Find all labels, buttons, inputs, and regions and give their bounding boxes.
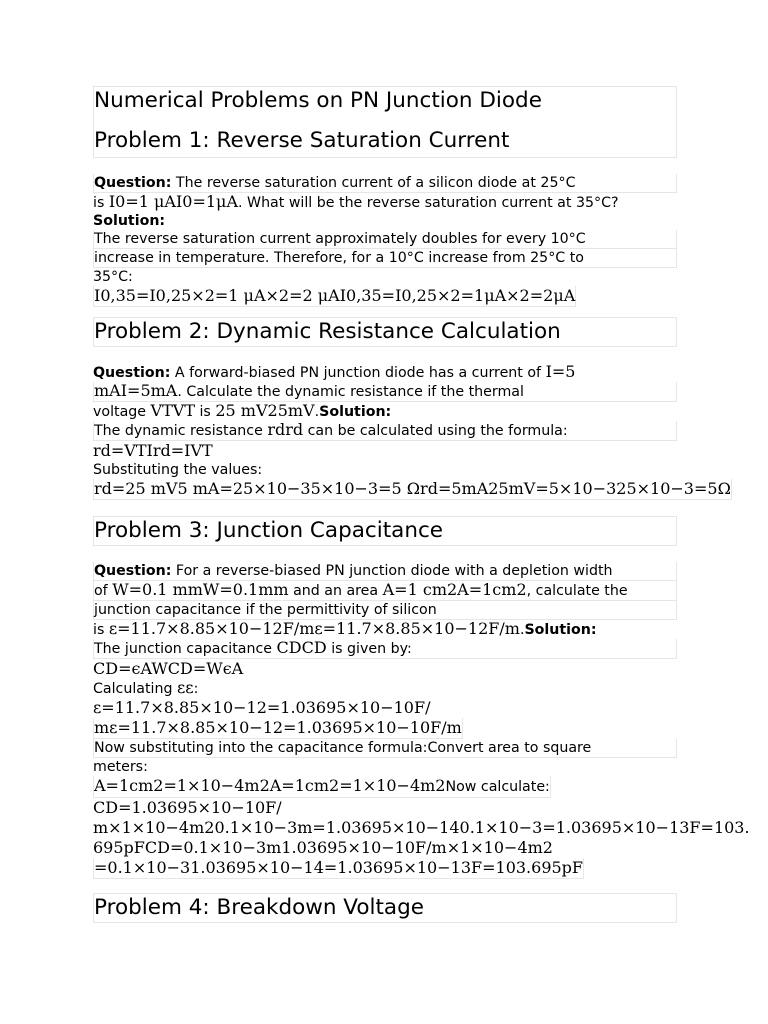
- problem-2-body: [93, 362, 731, 500]
- problem-3-body: [93, 562, 750, 879]
- p3-equation-2b: mε=11.7×8.85×10−12=1.03695×10−10F/m: [94, 718, 462, 737]
- document-title: Numerical Problems on PN Junction Diode: [94, 88, 542, 113]
- p2-solution-line-1: The dynamic resistance rdrd can be calculated using the formula:: [93, 421, 677, 441]
- p3-equation-2a: ε=11.7×8.85×10−12=1.03695×10−10F/: [93, 698, 431, 717]
- p1-solution-line-3: 35°C:: [93, 269, 133, 285]
- problem-1-heading: Problem 1: Reverse Saturation Current: [94, 128, 510, 153]
- problem-2-heading: Problem 2: Dynamic Resistance Calculation: [94, 319, 561, 344]
- p2-equation-2: rd=25 mV5 mA=25×10−35×10−3=5 Ωrd=5mA25mV=5×10−325×10−3=5Ω: [94, 479, 731, 498]
- p3-substituting-1: Now substituting into the capacitance formula:Convert area to square: [93, 739, 677, 758]
- title-block: [93, 86, 677, 158]
- question-label: Question:: [93, 365, 171, 381]
- p3-question-line-1: Question: For a reverse-biased PN junction diode with a depletion width: [93, 562, 677, 581]
- question-label: Question:: [94, 563, 172, 579]
- p2-question-line-1: Question: A forward-biased PN junction diode has a current of I=5: [93, 362, 576, 381]
- p3-equation-4b: m×1×10−4m20.1×10−3m=1.03695×10−140.1×10−3=1.03695×10−13F=103.: [93, 818, 750, 837]
- solution-label: Solution:: [319, 404, 392, 420]
- p1-question-line-2: is I0=1 μAI0=1μA. What will be the reverse saturation current at 35°C?: [93, 192, 619, 211]
- p3-equation-4d: =0.1×10−31.03695×10−14=1.03695×10−13F=103.695pF: [94, 858, 584, 877]
- p3-question-line-2: of W=0.1 mmW=0.1mm and an area A=1 cm2A=1cm2, calculate the: [93, 581, 677, 601]
- problem-3-heading: Problem 3: Junction Capacitance: [94, 518, 444, 543]
- p3-equation-3: A=1cm2=1×10−4m2A=1cm2=1×10−4m2Now calculate:: [93, 776, 551, 798]
- p1-equation: I0,35=I0,25×2=1 μA×2=2 μAI0,35=I0,25×2=1μA×2=2μA: [94, 286, 576, 305]
- p1-io-math: I0=1 μAI0=1μA: [108, 192, 239, 211]
- p1-solution-line-2: increase in temperature. Therefore, for a 10°C increase from 25°C to: [93, 249, 677, 268]
- p1-question-line-1: Question: The reverse saturation current of a silicon diode at 25°C: [93, 174, 677, 193]
- problem-2-heading-box: [93, 317, 677, 347]
- p2-equation-1: rd=VTIrd=IVT: [93, 441, 213, 460]
- p2-question-line-3: voltage VTVT is 25 mV25mV.Solution:: [93, 401, 392, 420]
- solution-label: Solution:: [524, 622, 597, 638]
- problem-4-heading-box: [93, 893, 677, 923]
- p2-question-line-2: mAI=5mA. Calculate the dynamic resistance if the thermal: [93, 382, 677, 402]
- problem-4-heading: Problem 4: Breakdown Voltage: [94, 895, 424, 920]
- p3-question-line-4: is ε=11.7×8.85×10−12F/mε=11.7×8.85×10−12F/m.Solution:: [93, 619, 597, 638]
- p3-question-line-3: junction capacitance if the permittivity of silicon: [93, 601, 677, 620]
- p3-substituting-2: meters:: [93, 759, 148, 775]
- p3-equation-4a: CD=1.03695×10−10F/: [93, 798, 282, 817]
- p2-substituting: Substituting the values:: [93, 462, 263, 478]
- p3-equation-1: CD=ϵAWCD=WϵA: [93, 659, 244, 678]
- question-label: Question:: [94, 175, 172, 191]
- p3-solution-line-1: The junction capacitance CDCD is given by:: [93, 639, 677, 659]
- problem-3-heading-box: [93, 516, 677, 546]
- p1-solution-line-1: The reverse saturation current approximately doubles for every 10°C: [93, 230, 677, 249]
- document-page: [93, 86, 750, 923]
- solution-label: Solution:: [93, 213, 166, 229]
- problem-1-body: [93, 174, 677, 307]
- p3-calculating: Calculating εε:: [93, 678, 199, 697]
- p3-equation-4c: 695pFCD=0.1×10−3m1.03695×10−10F/m×1×10−4m2: [93, 838, 553, 857]
